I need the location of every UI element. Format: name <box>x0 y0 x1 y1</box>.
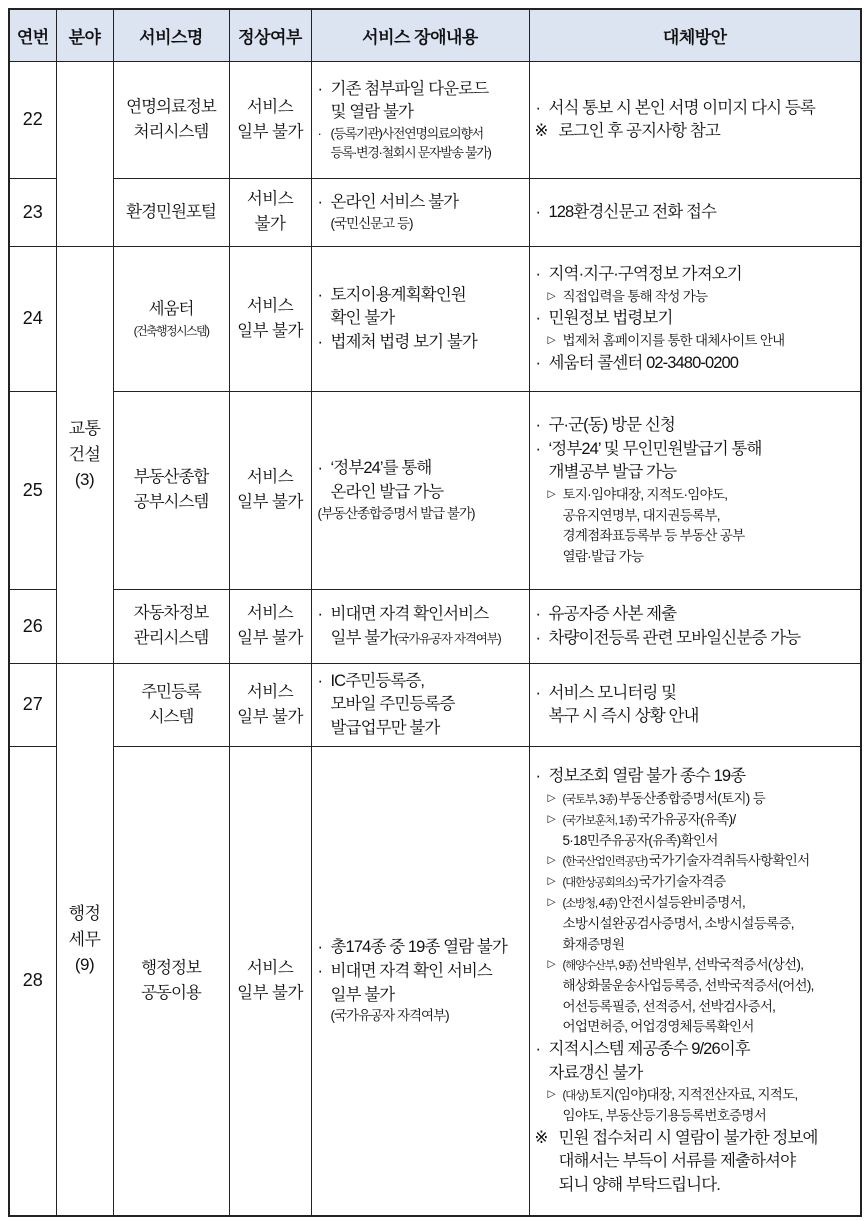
row-number-cell: 22 <box>9 61 56 178</box>
text-line: ▷ 토지·임야대장, 지적도·임야도, <box>547 486 728 502</box>
row-number-cell: 28 <box>9 746 56 1216</box>
status-line: 서비스 <box>246 959 294 977</box>
service-name-line: 공동이용 <box>141 983 201 1002</box>
sub-bullet-marker: ▷ <box>547 487 555 500</box>
text-line: · 서식 통보 시 본인 서명 이미지 다시 등록 <box>534 97 858 119</box>
service-name-cell <box>113 746 229 1216</box>
sub-bullet-marker: ▷ <box>547 812 555 825</box>
bullet-marker: · <box>535 683 541 702</box>
table-row <box>9 178 861 246</box>
service-name-line: 환경민원포털 <box>126 202 216 221</box>
col-header-alternative: 대체방안 <box>529 9 861 61</box>
text-line: · IC주민등록증, <box>316 670 526 692</box>
text-line: · 민원정보 법령보기 <box>534 307 858 329</box>
row-number-cell: 23 <box>9 178 56 246</box>
text-line: 임야도, 부동산등기용등록번호증명서 <box>562 1108 767 1124</box>
text-line: 일부 불가 <box>330 985 395 1004</box>
bullet-marker: · <box>535 416 541 435</box>
text-line: · 구·군(동) 방문 신청 <box>534 414 858 436</box>
bullet-marker: · <box>317 79 323 98</box>
bullet-marker: · <box>317 285 323 304</box>
field-label-line: (3) <box>74 470 95 490</box>
text-line: 복구 시 즉시 상황 안내 <box>548 707 699 726</box>
text-line: 소방시설완공검사증명서, 소방시설등록증, <box>562 915 794 931</box>
issue-cell <box>311 391 529 589</box>
service-name-line: 처리시스템 <box>133 122 209 141</box>
bullet-marker: · <box>535 202 541 221</box>
table-row <box>9 391 861 589</box>
bullet-marker: · <box>317 671 323 690</box>
row-number-cell: 27 <box>9 663 56 746</box>
text-line: 공유지연명부, 대지권등록부, <box>562 507 720 523</box>
alternative-cell <box>529 391 861 589</box>
bullet-marker: · <box>535 605 541 624</box>
text-line: · 세움터 콜센터 02-3480-0200 <box>534 352 858 374</box>
text-line: ※ 민원 접수처리 시 열람이 불가한 정보에 <box>534 1127 858 1149</box>
text-line: 모바일 주민등록증 <box>330 695 455 714</box>
text-line: ▷ (국가보훈처, 1종) 국가유공자(유족)/ <box>547 811 736 827</box>
alternative-cell <box>529 246 861 391</box>
table-row <box>9 61 861 178</box>
text-line: · 비대면 자격 확인 서비스 <box>316 960 526 982</box>
text-line: 어선등록필증, 선적증서, 선박검사증서, <box>562 998 776 1014</box>
bullet-marker: · <box>535 628 541 647</box>
text-line: ▷ 직접입력을 통해 작성 가능 <box>547 288 708 304</box>
status-line: 일부 불가 <box>237 122 303 141</box>
status-line: 일부 불가 <box>237 493 303 511</box>
sub-bullet-marker: ▷ <box>547 896 555 909</box>
status-cell <box>229 663 311 746</box>
sub-bullet-marker: ▷ <box>547 958 555 971</box>
service-name-line: 주민등록 <box>141 682 201 701</box>
agency-label: (대상) <box>562 1090 590 1103</box>
text-line: (국가유공자 자격여부) <box>330 1008 449 1024</box>
service-name-line: 행정정보 <box>141 959 201 977</box>
bullet-marker: · <box>535 98 541 117</box>
status-line: 서비스 <box>246 296 294 315</box>
service-name-line: 세움터 <box>148 300 194 319</box>
agency-label: (해양수산부, 9종) <box>562 960 639 973</box>
text-line: 발급업무만 불가 <box>330 719 440 738</box>
table-row <box>9 746 861 1216</box>
sub-bullet-marker: ▷ <box>547 792 555 805</box>
text-line: · 128환경신문고 전화 접수 <box>534 201 858 223</box>
text-line: ▷ (국토부, 3종) 부동산종합증명서(토지) 등 <box>547 791 765 807</box>
bullet-marker: · <box>317 459 323 478</box>
text-line: ▷ 법제처 홈페이지를 통한 대체사이트 안내 <box>547 333 785 349</box>
text-line: · 지역·지구·구역정보 가져오기 <box>534 263 858 285</box>
text-line: 온라인 발급 가능 <box>330 482 444 501</box>
alternative-cell <box>529 61 861 178</box>
field-label-line: 행정 <box>68 904 101 923</box>
service-name-line: (건축행정시스템) <box>133 323 209 338</box>
status-line: 일부 불가 <box>237 321 303 340</box>
text-line: 자료갱신 불가 <box>548 1063 643 1082</box>
text-line: 개별공부 발급 가능 <box>548 463 677 482</box>
bullet-marker: · <box>317 938 323 957</box>
status-cell <box>229 589 311 663</box>
service-name-cell <box>113 178 229 246</box>
field-group-cell <box>56 663 113 1216</box>
field-label-line: 건설 <box>68 444 101 464</box>
row-number-cell: 24 <box>9 246 56 391</box>
table-body <box>9 61 861 1216</box>
text-line: 및 열람 불가 <box>330 103 414 122</box>
text-line: 되니 양해 부탁드립니다. <box>558 1175 720 1194</box>
alternative-cell <box>529 178 861 246</box>
agency-label: (대한상공회의소) <box>562 877 640 890</box>
col-header-no: 연번 <box>9 9 56 61</box>
text-line: 대해서는 부득이 서류를 제출하셔야 <box>558 1152 796 1171</box>
table-row <box>9 246 861 391</box>
text-line: · 지적시스템 제공종수 9/26이후 <box>534 1038 858 1060</box>
small-note: (국가유공자 자격여부) <box>394 631 501 646</box>
status-line: 불가 <box>254 215 286 233</box>
bullet-marker: · <box>317 333 323 352</box>
status-line: 일부 불가 <box>237 707 303 726</box>
status-line: 서비스 <box>246 190 294 209</box>
alternative-cell <box>529 746 861 1216</box>
text-line: · (등록기관)사전연명의료의향서 <box>317 125 483 141</box>
text-line: · 총174종 중 19종 열람 불가 <box>316 936 526 958</box>
issue-cell <box>311 246 529 391</box>
service-name-cell <box>113 663 229 746</box>
service-name-cell <box>113 61 229 178</box>
text-line: ※ 로그인 후 공지사항 참고 <box>534 120 858 142</box>
col-header-field: 분야 <box>56 9 113 61</box>
text-line: · 정보조회 열람 불가 종수 19종 <box>534 765 858 787</box>
text-line: ▷ (해양수산부, 9종) 선박원부, 선박국적증서(상선), <box>547 957 804 973</box>
text-line: (국민신문고 등) <box>330 215 413 231</box>
service-name-line: 자동차정보 <box>133 604 209 623</box>
row-number-cell: 25 <box>9 391 56 589</box>
field-label-line: (9) <box>74 955 95 974</box>
agency-label: (소방청, 4종) <box>562 898 619 911</box>
issue-cell <box>311 178 529 246</box>
status-line: 서비스 <box>246 97 294 116</box>
service-name-line: 연명의료정보 <box>126 97 216 116</box>
bullet-marker: · <box>535 1039 541 1058</box>
field-group-cell <box>56 246 113 663</box>
bullet-marker: · <box>317 193 323 212</box>
text-line: ▷ (소방청, 4종) 안전시설등완비증명서, <box>547 895 746 911</box>
alternative-cell <box>529 589 861 663</box>
bullet-marker: · <box>535 767 541 786</box>
bullet-marker: · <box>535 439 541 458</box>
bullet-marker: · <box>535 309 541 328</box>
text-line: · ‘정부24’ 및 무인민원발급기 통해 <box>534 438 858 460</box>
status-cell <box>229 178 311 246</box>
col-header-status: 정상여부 <box>229 9 311 61</box>
col-header-service-name: 서비스명 <box>113 9 229 61</box>
service-outage-table <box>8 8 862 1217</box>
note-marker: ※ <box>534 122 548 141</box>
row-number-cell: 26 <box>9 589 56 663</box>
table-row <box>9 589 861 663</box>
status-cell <box>229 61 311 178</box>
service-name-line: 시스템 <box>148 707 194 726</box>
text-line: · 법제처 법령 보기 불가 <box>316 331 526 353</box>
service-name-line: 공부시스템 <box>133 493 209 511</box>
issue-cell <box>311 589 529 663</box>
text-line: · 기존 첨부파일 다운로드 <box>316 78 526 100</box>
service-name-line: 관리시스템 <box>133 629 209 647</box>
field-label-line: 세무 <box>68 929 101 949</box>
sub-bullet-marker: ▷ <box>547 289 555 302</box>
service-name-cell <box>113 589 229 663</box>
status-cell <box>229 746 311 1216</box>
text-line: 해상화물운송사업등록증, 선박국적증서(어선), <box>562 978 814 994</box>
text-line: 열람·발급 가능 <box>562 548 644 564</box>
alternative-cell <box>529 663 861 746</box>
status-cell <box>229 391 311 589</box>
text-line: ▷ (한국산업인력공단) 국가기술자격취득사항확인서 <box>547 853 810 869</box>
sub-bullet-marker: ▷ <box>547 875 555 888</box>
text-line: 5·18민주유공자(유족)확인서 <box>562 832 718 848</box>
status-line: 일부 불가 <box>237 629 303 647</box>
text-line: 확인 불가 <box>330 309 395 328</box>
bullet-marker: · <box>317 961 323 980</box>
issue-cell <box>311 746 529 1216</box>
service-name-cell <box>113 246 229 391</box>
col-header-issue: 서비스 장애내용 <box>311 9 529 61</box>
note-marker: ※ <box>534 1128 548 1147</box>
status-line: 서비스 <box>246 682 294 701</box>
sub-bullet-marker: ▷ <box>547 1088 555 1101</box>
text-line: 어업면허증, 어업경영체등록확인서 <box>562 1019 754 1035</box>
status-line: 서비스 <box>246 604 294 623</box>
field-group-cell <box>56 61 113 246</box>
issue-cell <box>311 61 529 178</box>
bullet-marker: · <box>317 605 323 624</box>
status-line: 서비스 <box>246 468 294 487</box>
agency-label: (국가보훈처, 1종) <box>562 814 639 827</box>
text-line: 화재증명원 <box>562 936 625 952</box>
text-line: · 토지이용계획확인원 <box>316 284 526 306</box>
text-line: · 서비스 모니터링 및 <box>534 682 858 704</box>
bullet-marker: · <box>535 353 541 372</box>
text-line: 등록·변경·철회시 문자발송 불가) <box>330 144 491 160</box>
bullet-marker: · <box>317 125 321 141</box>
text-line: · 온라인 서비스 불가 <box>316 191 526 213</box>
text-line: · 유공자증 사본 제출 <box>534 603 858 625</box>
agency-label: (국토부, 3종) <box>562 794 619 807</box>
issue-cell <box>311 663 529 746</box>
text-line: ▷ (대상) 토지(임야)대장, 지적전산자료, 지적도, <box>547 1087 798 1103</box>
text-line: · 차량이전등록 관련 모바일신분증 가능 <box>534 627 858 649</box>
service-name-line: 부동산종합 <box>133 468 209 487</box>
text-line: (부동산종합증명서 발급 불가) <box>317 505 475 521</box>
service-name-cell <box>113 391 229 589</box>
text-line: ▷ (대한상공회의소) 국가기술자격증 <box>547 874 726 890</box>
sub-bullet-marker: ▷ <box>547 854 555 867</box>
field-label-line: 교통 <box>68 419 101 439</box>
status-line: 일부 불가 <box>237 983 303 1002</box>
status-cell <box>229 246 311 391</box>
agency-label: (한국산업인력공단) <box>562 856 650 869</box>
sub-bullet-marker: ▷ <box>547 334 555 347</box>
text-line: 일부 불가(국가유공자 자격여부) <box>330 628 501 647</box>
text-line: 경계점좌표등록부 등 부동산 공부 <box>562 528 745 544</box>
table-row <box>9 663 861 746</box>
header-row <box>9 9 861 61</box>
bullet-marker: · <box>535 265 541 284</box>
text-line: · ‘정부24’를 통해 <box>316 457 526 479</box>
text-line: · 비대면 자격 확인서비스 <box>316 603 526 625</box>
